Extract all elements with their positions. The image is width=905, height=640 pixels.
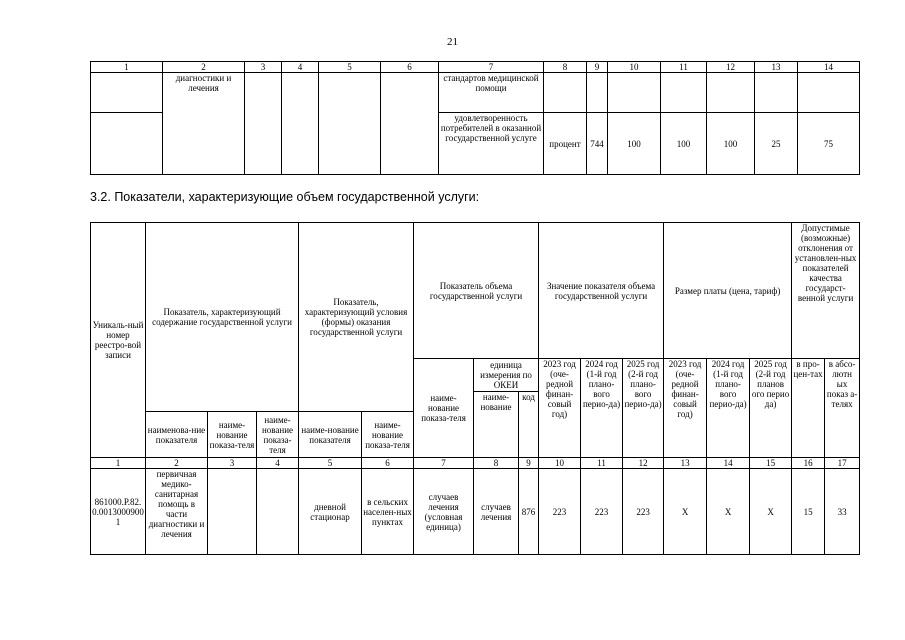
table-row — [91, 469, 860, 555]
col-number: 2 — [163, 62, 245, 73]
col-number: 9 — [587, 62, 608, 73]
col-number: 13 — [664, 458, 707, 469]
value-cell: 100 — [707, 113, 755, 175]
content-indicator-header: наименова-ние показателя — [146, 412, 208, 458]
col-number: 3 — [208, 458, 257, 469]
col-number: 8 — [544, 62, 587, 73]
col-number: 4 — [282, 62, 319, 73]
value-cell: 100 — [661, 113, 707, 175]
fee-2024-cell: Х — [707, 469, 750, 555]
deviation-group-header: Допустимые (возможные) отклонения от установлен-ных показателей качества государст-венной услуги — [792, 223, 860, 359]
section-title: 3.2. Показатели, характеризующие объем государственной услуги: — [90, 190, 480, 204]
col-number: 7 — [414, 458, 474, 469]
condition-cell: дневной стационар — [299, 469, 362, 555]
col-number: 4 — [257, 458, 299, 469]
service-content-cell: диагностики и лечения — [163, 73, 245, 175]
col-number: 12 — [623, 458, 664, 469]
col-number: 2 — [146, 458, 208, 469]
col-number: 6 — [381, 62, 439, 73]
fee-group-header: Размер платы (цена, тариф) — [664, 223, 792, 359]
deviation-percent-cell: 15 — [792, 469, 825, 555]
value-group-header: Значение показателя объема государственной услуги — [539, 223, 664, 359]
volume-group-header: Показатель объема государственной услуги — [414, 223, 539, 359]
page-number: 21 — [447, 36, 458, 48]
value-2025-cell: 223 — [623, 469, 664, 555]
fee-2025-cell: Х — [750, 469, 792, 555]
col-number: 17 — [825, 458, 860, 469]
col-number: 14 — [707, 458, 750, 469]
conditions-group-header: Показатель, характеризующий условия (формы) оказания государственной услуги — [299, 223, 414, 412]
indicator-name-cell: стандартов медицинской помощи — [439, 73, 544, 113]
service-content-cell: первичная медико-санитарная помощь в части диагностики и лечения — [146, 469, 208, 555]
col-number: 9 — [519, 458, 539, 469]
content-group-header: Показатель, характеризующий содержание государственной услуги — [146, 223, 299, 412]
value-2023-header: 2023 год (оче-редной финан-совый год) — [539, 359, 581, 458]
col-number: 15 — [750, 458, 792, 469]
volume-indicator-cell: случаев лечения (условная единица) — [414, 469, 474, 555]
value-2024-cell: 223 — [581, 469, 623, 555]
unique-number-header: Уникаль-ный номер реестро-вой записи — [91, 223, 146, 458]
col-number: 10 — [608, 62, 661, 73]
col-number: 5 — [299, 458, 362, 469]
value-cell: 100 — [608, 113, 661, 175]
volume-indicators-table — [90, 222, 860, 555]
quality-indicators-table-continued — [90, 61, 860, 175]
col-number: 5 — [319, 62, 381, 73]
condition-cell: в сельских населен-ных пунктах — [362, 469, 414, 555]
col-number: 13 — [755, 62, 798, 73]
table-row — [91, 73, 860, 113]
col-number: 3 — [245, 62, 282, 73]
column-number-row — [91, 458, 860, 469]
col-number: 11 — [661, 62, 707, 73]
fee-2025-header: 2025 год (2-й год планов ого перио да) — [750, 359, 792, 458]
fee-2023-header: 2023 год (оче-редной финан-совый год) — [664, 359, 707, 458]
col-number: 11 — [581, 458, 623, 469]
unit-name-header: наиме-нование — [474, 392, 519, 458]
unique-number-cell: 861000.Р.82.0.00130009001 — [91, 469, 146, 555]
condition-indicator-header: наиме-нование показа-теля — [362, 412, 414, 458]
col-number: 1 — [91, 458, 146, 469]
column-number-row — [91, 62, 860, 73]
col-number: 16 — [792, 458, 825, 469]
value-2024-header: 2024 год (1-й год плано-вого перио-да) — [581, 359, 623, 458]
deviation-percent-header: в про-цен-тах — [792, 359, 825, 458]
col-number: 14 — [798, 62, 860, 73]
value-2023-cell: 223 — [539, 469, 581, 555]
unit-code-cell: 744 — [587, 113, 608, 175]
fee-2023-cell: Х — [664, 469, 707, 555]
fee-2024-header: 2024 год (1-й год плано-вого перио-да) — [707, 359, 750, 458]
content-indicator-header: наиме-нование показа-теля — [208, 412, 257, 458]
value-2025-header: 2025 год (2-й год плано-вого перио-да) — [623, 359, 664, 458]
col-number: 8 — [474, 458, 519, 469]
col-number: 7 — [439, 62, 544, 73]
deviation-absolute-cell: 33 — [825, 469, 860, 555]
indicator-name-header: наиме-нование показа-теля — [414, 359, 474, 458]
indicator-name-cell: удовлетворенность потребителей в оказанной государственной услуге — [439, 113, 544, 175]
col-number: 1 — [91, 62, 163, 73]
deviation-absolute-cell: 75 — [798, 113, 860, 175]
unit-code-cell: 876 — [519, 469, 539, 555]
content-indicator-header: наиме-нование показа-теля — [257, 412, 299, 458]
unit-cell: процент — [544, 113, 587, 175]
unit-name-cell: случаев лечения — [474, 469, 519, 555]
unit-group-header: единица измерения по ОКЕИ — [474, 359, 539, 392]
col-number: 12 — [707, 62, 755, 73]
unit-code-header: код — [519, 392, 539, 458]
col-number: 6 — [362, 458, 414, 469]
condition-indicator-header: наиме-нование показателя — [299, 412, 362, 458]
deviation-percent-cell: 25 — [755, 113, 798, 175]
col-number: 10 — [539, 458, 581, 469]
deviation-absolute-header: в абсо-лютн ых показ а-телях — [825, 359, 860, 458]
